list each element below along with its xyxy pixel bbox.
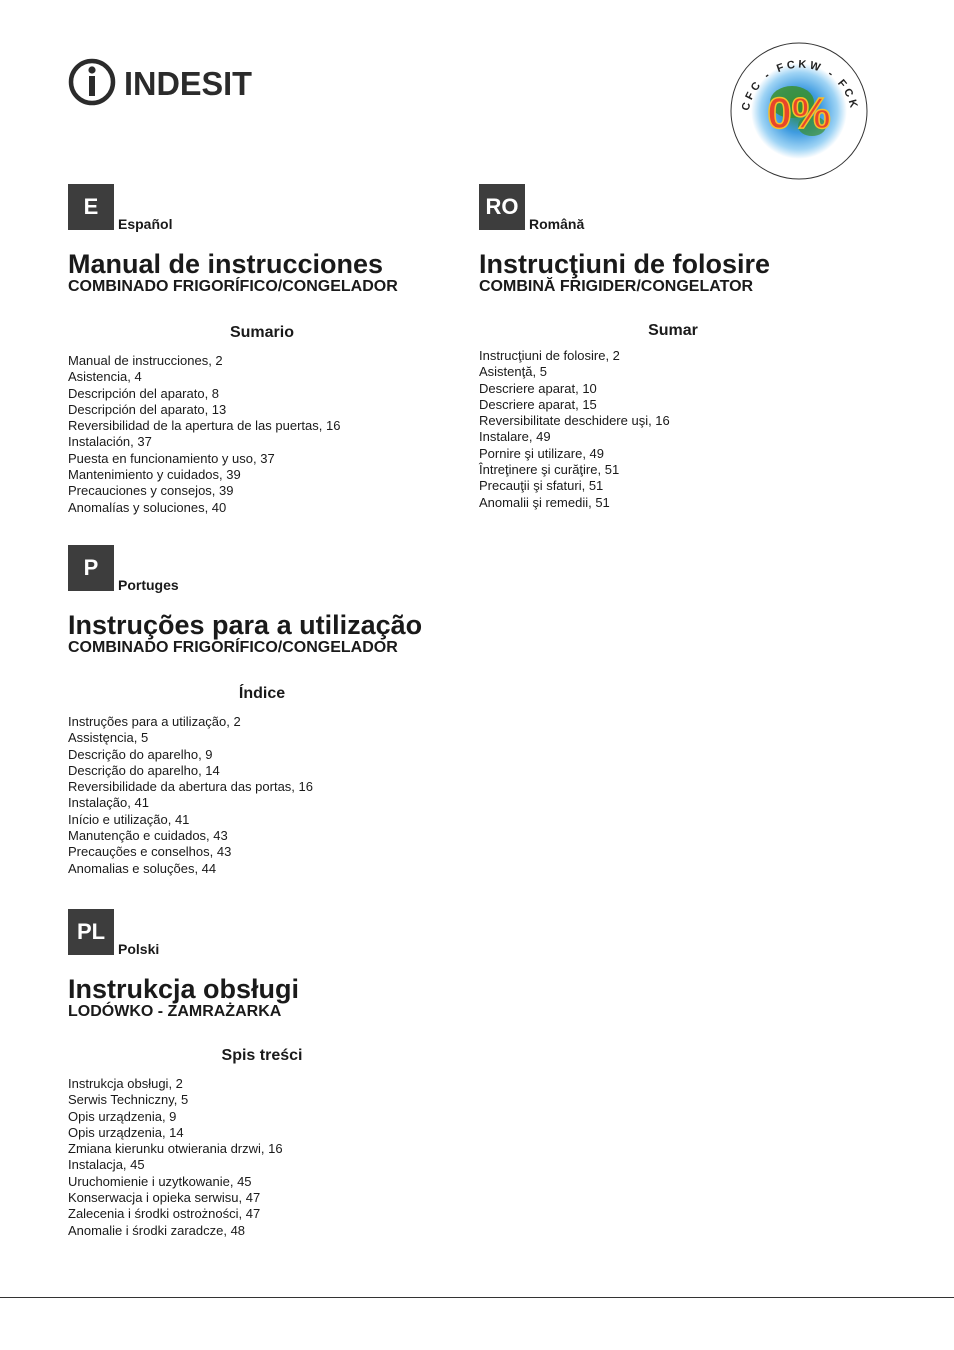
manual-subtitle: LODÓWKO - ZAMRAŻARKA [68, 1003, 282, 1020]
toc-item: Precauções e conselhos, 43 [68, 844, 232, 860]
toc-item: Anomalii şi remedii, 51 [479, 494, 610, 510]
language-code-badge: PL [68, 909, 114, 955]
toc-item: Zmiana kierunku otwierania drzwi, 16 [68, 1141, 283, 1157]
bottom-divider [0, 1297, 954, 1298]
toc-item: Precauţii şi sfaturi, 51 [479, 478, 604, 494]
toc-item: Opis urządzenia, 14 [68, 1124, 184, 1140]
badge-ring-text: CFC - FCKW - FCK [739, 58, 861, 112]
manual-title: Instruções para a utilização [68, 610, 423, 640]
toc-item: Pornire şi utilizare, 49 [479, 445, 604, 461]
section-romanian [479, 184, 879, 511]
language-name: Română [529, 216, 585, 232]
toc-item: Anomalias e soluções, 44 [68, 860, 217, 876]
toc-item: Instalación, 37 [68, 434, 152, 450]
cfc-free-badge [728, 42, 870, 180]
toc-item: Manual de instrucciones, 2 [68, 353, 223, 368]
toc-list [68, 353, 468, 516]
toc-item: Puesta en funcionamiento y uso, 37 [68, 450, 275, 466]
toc-item: Descrição do aparelho, 14 [68, 762, 220, 778]
language-code-badge: E [68, 184, 114, 230]
language-name: Español [118, 216, 173, 232]
language-name: Polski [118, 941, 160, 957]
toc-list [479, 348, 879, 511]
section-portuguese [68, 545, 468, 877]
language-header [68, 184, 468, 230]
toc-item: Descripción del aparato, 8 [68, 385, 220, 401]
toc-item: Instruções para a utilização, 2 [68, 714, 241, 729]
toc-item: Início e utilização, 41 [68, 811, 190, 827]
toc-item: Instalare, 49 [479, 429, 551, 445]
toc-item: Întreţinere şi curăţire, 51 [479, 462, 620, 478]
indesit-logo [68, 56, 258, 108]
brand-wordmark: INDESIT [124, 65, 252, 102]
toc-item: Asistencia, 4 [68, 369, 142, 385]
language-header [479, 184, 879, 230]
toc-list [68, 714, 468, 877]
toc-item: Serwis Techniczny, 5 [68, 1092, 189, 1108]
toc-heading: Sumario [229, 324, 294, 341]
toc-item: Anomalie i środki zaradcze, 48 [68, 1222, 246, 1238]
toc-item: Manutenção e cuidados, 43 [68, 828, 228, 844]
toc-heading: Spis treści [221, 1047, 303, 1064]
toc-item: Uruchomienie i uzytkowanie, 45 [68, 1173, 252, 1189]
toc-item: Reversibilidad de la apertura de las puertas, 16 [68, 418, 341, 434]
toc-item: Reversibilitate deschidere uşi, 16 [479, 413, 670, 429]
toc-item: Descriere aparat, 15 [479, 396, 597, 412]
manual-subtitle: COMBINĂ FRIGIDER/CONGELATOR [479, 278, 754, 295]
section-polish [68, 909, 468, 1239]
manual-subtitle: COMBINADO FRIGORÍFICO/CONGELADOR [68, 278, 398, 295]
language-code-badge: RO [479, 184, 525, 230]
toc-item: Asistenţă, 5 [479, 364, 547, 380]
toc-item: Descrição do aparelho, 9 [68, 746, 213, 762]
badge-percent: 0% [767, 89, 831, 138]
section-spanish [68, 184, 468, 516]
toc-item: Descriere aparat, 10 [479, 380, 597, 396]
toc-heading: Índice [238, 685, 286, 702]
toc-item: Instalação, 41 [68, 795, 149, 811]
toc-list [68, 1076, 468, 1239]
language-header [68, 909, 468, 955]
language-name: Portuges [118, 577, 179, 593]
toc-item: Precauciones y consejos, 39 [68, 483, 234, 499]
toc-item: Opis urządzenia, 9 [68, 1108, 177, 1124]
language-code-badge: P [68, 545, 114, 591]
toc-item: Instrucţiuni de folosire, 2 [479, 348, 620, 363]
manual-title: Manual de instrucciones [68, 249, 384, 279]
toc-item: Anomalías y soluciones, 40 [68, 499, 227, 515]
toc-item: Reversibilidade da abertura das portas, 16 [68, 779, 313, 795]
manual-title: Instrukcja obsługi [68, 974, 300, 1004]
toc-item: Instalacja, 45 [68, 1157, 145, 1173]
toc-heading: Sumar [648, 322, 698, 339]
toc-item: Mantenimiento y cuidados, 39 [68, 467, 241, 483]
toc-item: Konserwacja i opieka serwisu, 47 [68, 1190, 261, 1206]
manual-title: Instrucţiuni de folosire [479, 249, 771, 279]
toc-item: Assistęncia, 5 [68, 730, 149, 746]
toc-item: Descripción del aparato, 13 [68, 401, 227, 417]
toc-item: Instrukcja obsługi, 2 [68, 1076, 183, 1091]
manual-subtitle: COMBINADO FRIGORÍFICO/CONGELADOR [68, 639, 398, 656]
toc-item: Zalecenia i środki ostrożności, 47 [68, 1206, 261, 1222]
language-header [68, 545, 468, 591]
